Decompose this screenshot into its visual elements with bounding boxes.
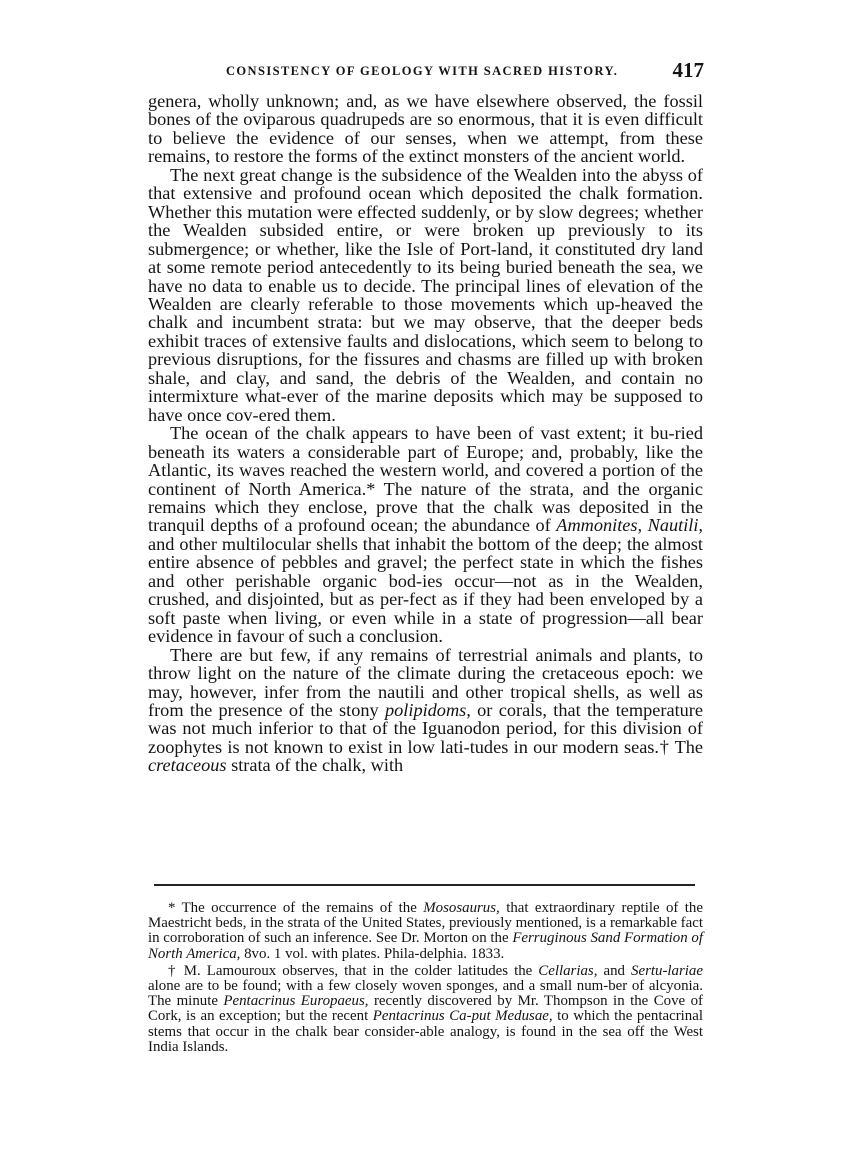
text-run: strata of the chalk, with (226, 755, 404, 776)
body-paragraph (148, 646, 703, 775)
footnote-rule (154, 884, 695, 886)
text-run: There are but few, if any remains of terrestrial animals and plants, to throw light on the nature of the climate during the cretaceous epoch: we may, however, infer from the nautili and other tropical shells, as well as from the presence of the stony (148, 644, 703, 720)
text-run: recently discovered by Mr. Thompson in the Cove of Cork, is an exception; but the recent (148, 993, 704, 1025)
footnote (148, 964, 703, 1055)
running-title: CONSISTENCY OF GEOLOGY WITH SACRED HISTORY. (226, 64, 619, 78)
text-run: to which the pentacrinal stems that occur in the chalk bear consider-able analogy, is found in the sea off the West India Islands. (148, 1008, 703, 1055)
text-run: The ocean of the chalk appears to have been of vast extent; it bu-ried beneath its waters a considerable part of Europe; and, probably, like the Atlantic, its waves reached the western world, and covered a portion of the continent of North America.* The nature of the strata, and the organic remains which they enclose, prove that the chalk was deposited in the tranquil depths of a profound ocean; the abundance of (148, 423, 703, 536)
italic-text: Pentacrinus Ca-put Medusae, (372, 1008, 553, 1025)
body-paragraph (148, 424, 703, 645)
italic-text: Cellarias, (538, 962, 598, 979)
text-run: or corals, that the temperature was not much inferior to that of the Iguanodon period, for this division of zoophytes is not known to exist in low lati-tudes in our modern seas.† The (148, 699, 703, 757)
italic-text: polipidoms, (385, 699, 471, 720)
body-paragraph (148, 166, 703, 424)
text-run: and other multilocular shells that inhabit the bottom of the deep; the almost entire absence of pebbles and gravel; the perfect state in which the fishes and other perishable organic bod-ies occur—not as in the Wealden, crushed, and disjointed, but as per-fect as if they had been enveloped by a soft paste when living, or even while in a state of progression—all bear evidence in favour of such a conclusion. (148, 533, 703, 647)
text-run: † M. Lamouroux observes, that in the colder latitudes the (168, 962, 539, 979)
text-run: alone are to be found; with a few closely woven sponges, and a small num-ber of alcyonia. The minute (148, 978, 703, 1010)
italic-text: Ferruginous Sand Formation of North America, (148, 930, 704, 962)
page-number: 417 (672, 58, 704, 82)
footnotes (148, 901, 703, 1055)
text-run: genera, wholly unknown; and, as we have elsewhere observed, the fossil bones of the oviparous quadrupeds are so enormous, that it is even difficult to believe the evidence of our senses, when we attempt, from these remains, to restore the forms of the extinct monsters of the ancient world. (148, 91, 703, 167)
text-run: that extraordinary reptile of the Maestricht beds, in the strata of the United States, previously mentioned, is a remarkable fact in corroboration of such an inference. See Dr. Morton on the (148, 900, 703, 947)
text-run: The next great change is the subsidence of the Wealden into the abyss of that extensive and profound ocean which deposited the chalk formation. Whether this mutation were effected suddenly, or by slow degrees; whether the Wealden subsided entire, or were broken up previously to its submergence; or whether, like the Isle of Port-land, it constituted dry land at some remote period antecedently to its being buried beneath the sea, we have no data to enable us to decide. The principal lines of elevation of the Wealden are clearly referable to those movements which up-heaved the chalk and incumbent strata: but we may observe, that the deeper beds exhibit traces of extensive faults and dislocations, which seem to belong to previous disruptions, for the fissures and chasms are filled up with broken shale, and clay, and sand, the debris of the Wealden, and contain no intermixture what-ever of the marine deposits which may be supposed to have once cov-ered them. (148, 164, 703, 425)
italic-text: Sertu-lariae (631, 962, 703, 979)
italic-text: Ammonites, Nautili, (556, 515, 703, 536)
running-head (148, 58, 704, 88)
italic-text: Pentacrinus Europaeus, (223, 993, 369, 1010)
text-run: 8vo. 1 vol. with plates. Phila-delphia. 1833. (240, 945, 505, 962)
body-paragraph (148, 92, 703, 166)
footnote (148, 901, 703, 962)
italic-text: cretaceous (148, 755, 227, 776)
text-run: and (597, 962, 632, 979)
text-run: * The occurrence of the remains of the (168, 900, 424, 916)
body-text (148, 92, 703, 775)
italic-text: Mososaurus, (423, 900, 500, 916)
